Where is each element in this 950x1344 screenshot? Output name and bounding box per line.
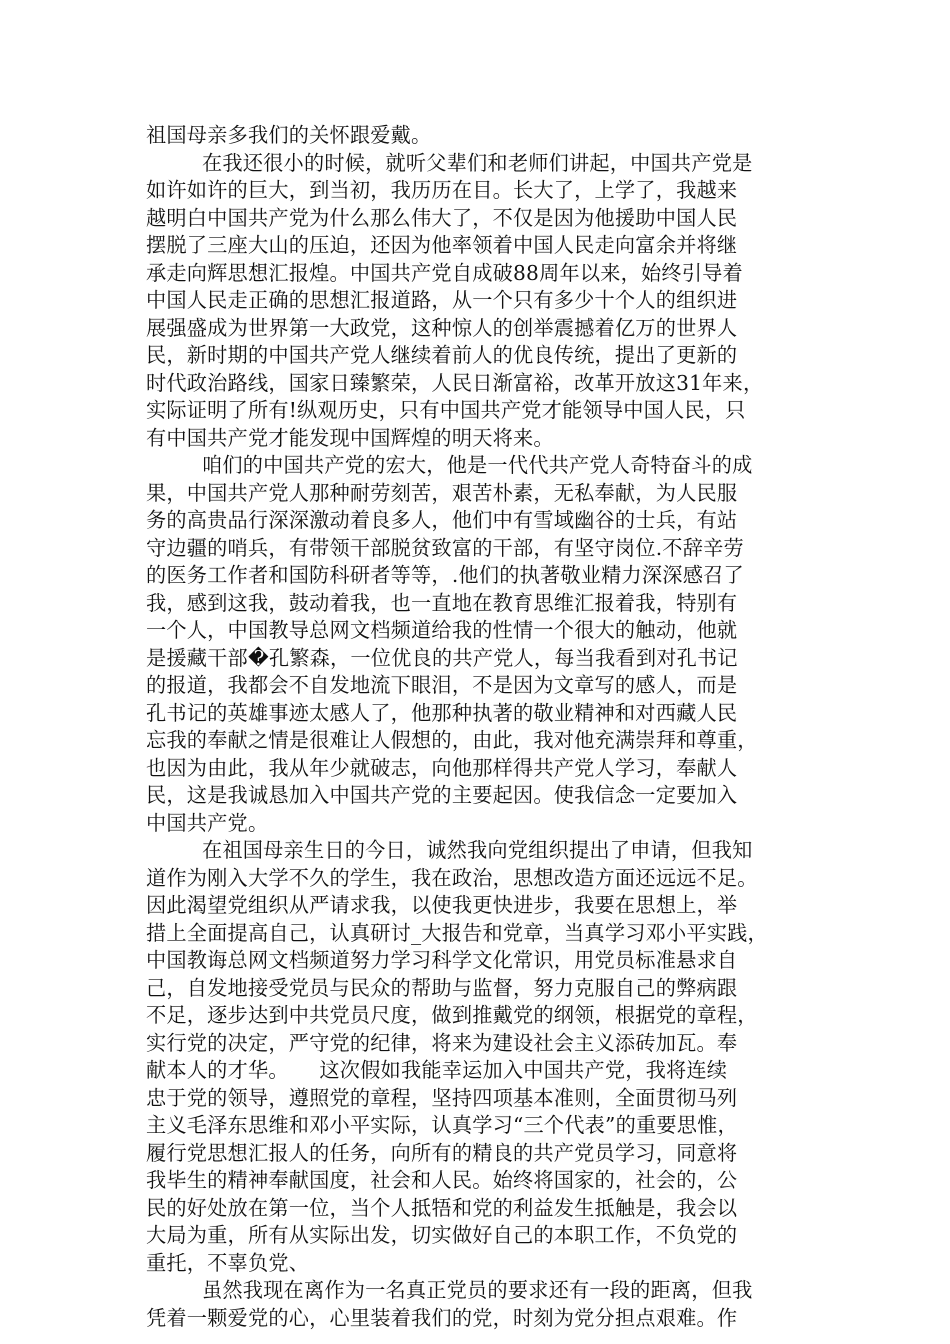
text-line: 的报道，我都会不自发地流下眼泪，不是因为文章写的感人，而是 (146, 673, 738, 697)
text-line: 有中国共产党才能发现中国辉煌的明天将来。 (146, 425, 554, 450)
text-line: 一个人，中国教导总网文档频道给我的性情一个很大的触动，他就 (146, 618, 738, 642)
text-line: 实际证明了所有!纵观历史，只有中国共产党才能领导中国人民，只 (146, 398, 746, 422)
text-line: 祖国母亲多我们的关怀跟爱戴。 (146, 123, 432, 147)
text-line: 重托，不辜负党、 (146, 1250, 310, 1275)
text-line: 大局为重，所有从实际出发，切实做好自己的本职工作，不负党的 (146, 1223, 738, 1247)
text-line: 是援藏干部�孔繁森，一位优良的共产党人，每当我看到对孔书记 (146, 645, 738, 670)
text-line: 民的好处放在第一位，当个人抵牾和党的利益发生抵触是，我会以 (146, 1195, 738, 1220)
text-line: 越明白中国共产党为什么那么伟大了，不仅是因为他援助中国人民 (146, 205, 738, 230)
text-line: 果，中国共产党人那种耐劳刻苦，艰苦朴素，无私奉献，为人民服 (146, 480, 738, 505)
paragraph-start-line: 在祖国母亲生日的今日，诚然我向党组织提出了申请，但我知 (202, 838, 753, 862)
text-line: 也因为由此，我从年少就破志，向他那样得共产党人学习，奉献人 (146, 755, 738, 780)
text-line: 忘我的奉献之情是很难让人假想的，由此，我对他充满崇拜和尊重， (146, 728, 758, 752)
text-line: 履行党思想汇报人的任务，向所有的精良的共产党员学习，同意将 (146, 1140, 738, 1165)
text-line: 展强盛成为世界第一大政党，这种惊人的创举震撼着亿万的世界人 (146, 315, 738, 340)
text-line: 我毕生的精神奉献国度，社会和人民。始终将国家的，社会的，公 (146, 1168, 738, 1192)
text-line: 中国教诲总网文档频道努力学习科学文化常识，用党员标准悬求自 (146, 948, 738, 972)
body-text (146, 122, 804, 1332)
text-line: 摆脱了三座大山的压迫，还因为他率领着中国人民走向富余并将继 (146, 233, 738, 257)
paragraph-start-line: 咱们的中国共产党的宏大，他是一代代共产党人奇特奋斗的成 (202, 453, 753, 477)
text-line: 献本人的才华。 这次假如我能幸运加入中国共产党，我将连续 (146, 1058, 728, 1082)
text-line: 因此渴望党组织从严请求我，以使我更快进步，我要在思想上，举 (146, 893, 738, 917)
text-line: 的医务工作者和国防科研者等等，.他们的执著敬业精力深深感召了 (146, 563, 744, 587)
text-line: 时代政治路线，国家日臻繁荣，人民日渐富裕，改革开放这31年来， (146, 370, 764, 395)
text-line: 己，自发地接受党员与民众的帮助与监督，努力克服自己的弊病跟 (146, 975, 738, 1000)
text-line: 忠于党的领导，遵照党的章程，坚持四项基本准则，全面贯彻马列 (146, 1085, 738, 1110)
text-line: 民，新时期的中国共产党人继续着前人的优良传统，提出了更新的 (146, 343, 738, 367)
text-line: 不足，逐步达到中共党员尺度，做到推戴党的纲领，根据党的章程， (146, 1003, 758, 1027)
text-line: 民，这是我诚恳加入中国共产党的主要起因。使我信念一定要加入 (146, 783, 738, 807)
paragraph-start-line: 在我还很小的时候，就听父辈们和老师们讲起，中国共产党是 (202, 150, 753, 175)
text-line: 孔书记的英雄事迹太感人了，他那种执著的敬业精神和对西藏人民 (146, 700, 738, 725)
text-line: 我，感到这我，鼓动着我，也一直地在教育思维汇报着我，特别有 (146, 590, 738, 615)
text-line: 守边疆的哨兵，有带领干部脱贫致富的干部，有坚守岗位.不辞辛劳 (146, 535, 744, 560)
text-line: 主义毛泽东思维和邓小平实际，认真学习“三个代表”的重要思惟， (146, 1113, 738, 1137)
text-line: 中国共产党。 (146, 810, 269, 835)
text-line: 道作为刚入大学不久的学生，我在政治，思想改造方面还远远不足。 (146, 865, 758, 890)
text-line: 措上全面提高自己，认真研讨_大报告和党章，当真学习邓小平实践， (146, 920, 768, 945)
text-line: 承走向辉思想汇报煌。中国共产党自成破88周年以来，始终引导着 (146, 260, 743, 285)
text-line: 实行党的决定，严守党的纪律，将来为建设社会主义添砖加瓦。奉 (146, 1030, 738, 1055)
paragraph-start-line: 虽然我现在离作为一名真正党员的要求还有一段的距离，但我 (202, 1278, 753, 1302)
text-line: 务的高贵品行深深激动着良多人，他们中有雪域幽谷的士兵，有站 (146, 508, 738, 532)
text-line: 中国人民走正确的思想汇报道路，从一个只有多少十个人的组织进 (146, 288, 738, 312)
text-line: 凭着一颗爱党的心，心里装着我们的党，时刻为党分担点艰难。作 (146, 1305, 738, 1330)
text-line: 如许如许的巨大，到当初，我历历在目。长大了，上学了，我越来 (146, 178, 738, 202)
